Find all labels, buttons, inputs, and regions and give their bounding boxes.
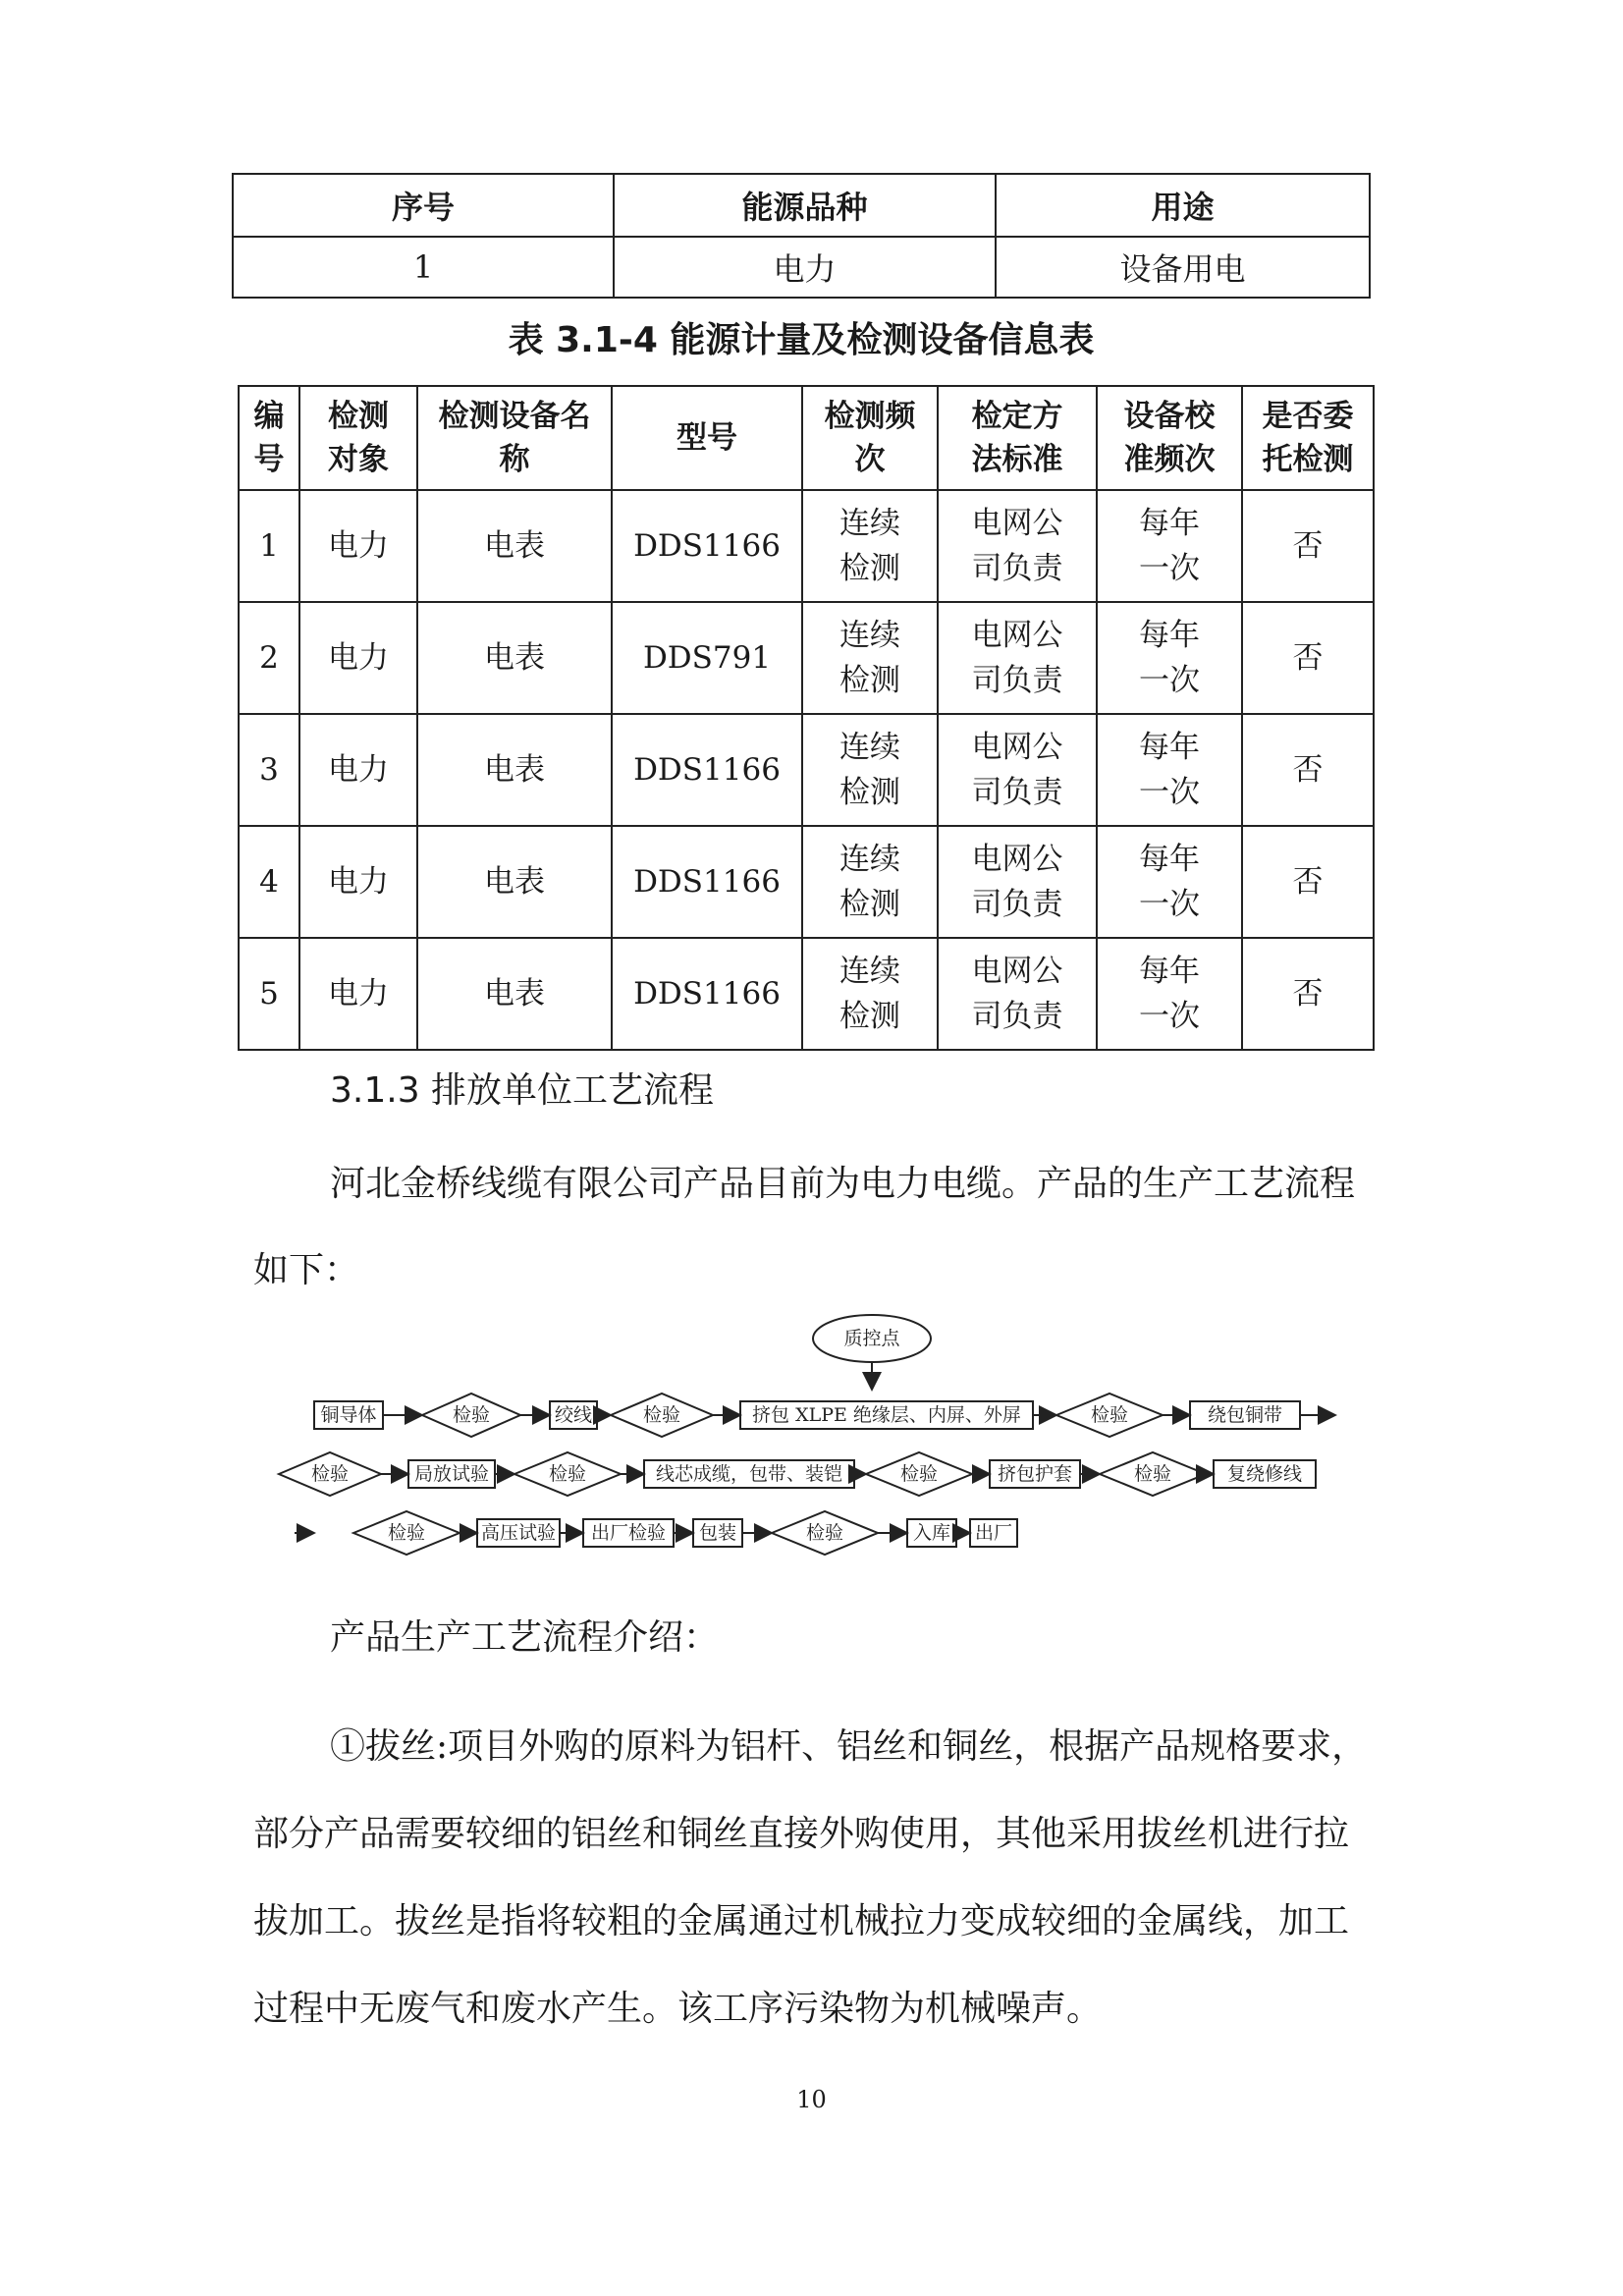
flow-label: 挤包护套 [997, 1463, 1073, 1485]
flow-label: 检验 [310, 1463, 350, 1485]
flow-label: 检验 [548, 1463, 587, 1485]
table-cell: 设备用电 [996, 237, 1370, 298]
table-header-cell: 用途 [996, 174, 1370, 237]
page-number: 10 [796, 2086, 827, 2113]
detection-object: 电力 [299, 938, 417, 1050]
detection-frequency: 连续 检测 [802, 602, 938, 714]
verification-method: 电网公 司负责 [938, 938, 1097, 1050]
flow-label: 出厂检验 [590, 1522, 667, 1544]
flow-label: 检验 [642, 1404, 681, 1426]
verification-method: 电网公 司负责 [938, 826, 1097, 938]
table-header-cell: 能源品种 [614, 174, 996, 237]
process-paragraph: ①拔丝:项目外购的原料为铝杆、铝丝和铜丝，根据产品规格要求，部分产品需要较细的铝丝和铜丝直接外购使用，其他采用拔丝机进行拉拔加工。拔丝是指将较粗的金属通过机械拉力变成较细的金属线，加工过程中无废气和废水产生。该工序污染物为机械噪声。 [253, 1726, 1368, 2029]
row-number: 1 [239, 490, 299, 602]
device-model: DDS1166 [612, 826, 802, 938]
entrusted-detection: 否 [1242, 938, 1374, 1050]
detection-object: 电力 [299, 490, 417, 602]
table-row [239, 714, 1374, 826]
calibration-frequency: 每年 一次 [1097, 826, 1242, 938]
flow-label: 复绕修线 [1226, 1463, 1303, 1485]
flow-label: 检验 [387, 1522, 426, 1544]
table-header-cell: 检测频 次 [802, 386, 938, 490]
table-header-cell: 型号 [612, 386, 802, 490]
row-number: 2 [239, 602, 299, 714]
flow-label: 局放试验 [413, 1463, 490, 1485]
table-row [239, 826, 1374, 938]
detection-frequency: 连续 检测 [802, 714, 938, 826]
table-header-cell: 检测 对象 [299, 386, 417, 490]
entrusted-detection: 否 [1242, 714, 1374, 826]
device-name: 电表 [417, 826, 612, 938]
table-header-cell: 序号 [233, 174, 614, 237]
flow-label: 铜导体 [320, 1404, 377, 1426]
table-row [239, 490, 1374, 602]
flow-label: 质控点 [843, 1328, 900, 1349]
calibration-frequency: 每年 一次 [1097, 490, 1242, 602]
table-cell: 1 [233, 237, 614, 298]
table-header-cell: 编 号 [239, 386, 299, 490]
flow-label: 绞线 [554, 1404, 593, 1426]
verification-method: 电网公 司负责 [938, 490, 1097, 602]
entrusted-detection: 否 [1242, 826, 1374, 938]
detection-object: 电力 [299, 714, 417, 826]
table-row [239, 938, 1374, 1050]
table-cell: 电力 [614, 237, 996, 298]
flow-label: 包装 [698, 1522, 737, 1544]
table-header-row [233, 174, 1370, 237]
calibration-frequency: 每年 一次 [1097, 714, 1242, 826]
entrusted-detection: 否 [1242, 490, 1374, 602]
flow-label: 高压试验 [480, 1522, 557, 1544]
detection-frequency: 连续 检测 [802, 938, 938, 1050]
device-name: 电表 [417, 602, 612, 714]
table-header-cell: 设备校 准频次 [1097, 386, 1242, 490]
detection-frequency: 连续 检测 [802, 490, 938, 602]
verification-method: 电网公 司负责 [938, 714, 1097, 826]
flow-label: 挤包 XLPE 绝缘层、内屏、外屏 [752, 1404, 1021, 1426]
section-heading: 3.1.3 排放单位工艺流程 [330, 1070, 715, 1111]
device-name: 电表 [417, 490, 612, 602]
flow-label: 出厂 [974, 1522, 1013, 1544]
table-header-row [239, 386, 1374, 490]
row-number: 4 [239, 826, 299, 938]
detection-object: 电力 [299, 826, 417, 938]
detection-frequency: 连续 检测 [802, 826, 938, 938]
table-caption: 表 3.1-4 能源计量及检测设备信息表 [508, 320, 1095, 360]
device-model: DDS1166 [612, 490, 802, 602]
flow-label: 检验 [899, 1463, 939, 1485]
entrusted-detection: 否 [1242, 602, 1374, 714]
verification-method: 电网公 司负责 [938, 602, 1097, 714]
energy-table [232, 173, 1371, 299]
flow-label: 线芯成缆，包带、装铠 [655, 1463, 843, 1485]
table-header-cell: 是否委 托检测 [1242, 386, 1374, 490]
flow-label: 入库 [912, 1522, 951, 1544]
flow-label: 检验 [1090, 1404, 1129, 1426]
device-name: 电表 [417, 714, 612, 826]
process-intro-title: 产品生产工艺流程介绍： [330, 1617, 720, 1658]
table-header-cell: 检定方 法标准 [938, 386, 1097, 490]
device-model: DDS1166 [612, 938, 802, 1050]
calibration-frequency: 每年 一次 [1097, 602, 1242, 714]
row-number: 5 [239, 938, 299, 1050]
detection-object: 电力 [299, 602, 417, 714]
table-row [233, 237, 1370, 298]
device-name: 电表 [417, 938, 612, 1050]
flow-label: 检验 [452, 1404, 491, 1426]
table-header-cell: 检测设备名 称 [417, 386, 612, 490]
device-model: DDS1166 [612, 714, 802, 826]
intro-paragraph: 河北金桥线缆有限公司产品目前为电力电缆。产品的生产工艺流程如下： [253, 1164, 1356, 1290]
device-model: DDS791 [612, 602, 802, 714]
row-number: 3 [239, 714, 299, 826]
equipment-table [238, 385, 1375, 1051]
table-row [239, 602, 1374, 714]
calibration-frequency: 每年 一次 [1097, 938, 1242, 1050]
flow-label: 绕包铜带 [1207, 1404, 1283, 1426]
flow-label: 检验 [1133, 1463, 1172, 1485]
process-flowchart [265, 1301, 1365, 1576]
flow-label: 检验 [805, 1522, 844, 1544]
